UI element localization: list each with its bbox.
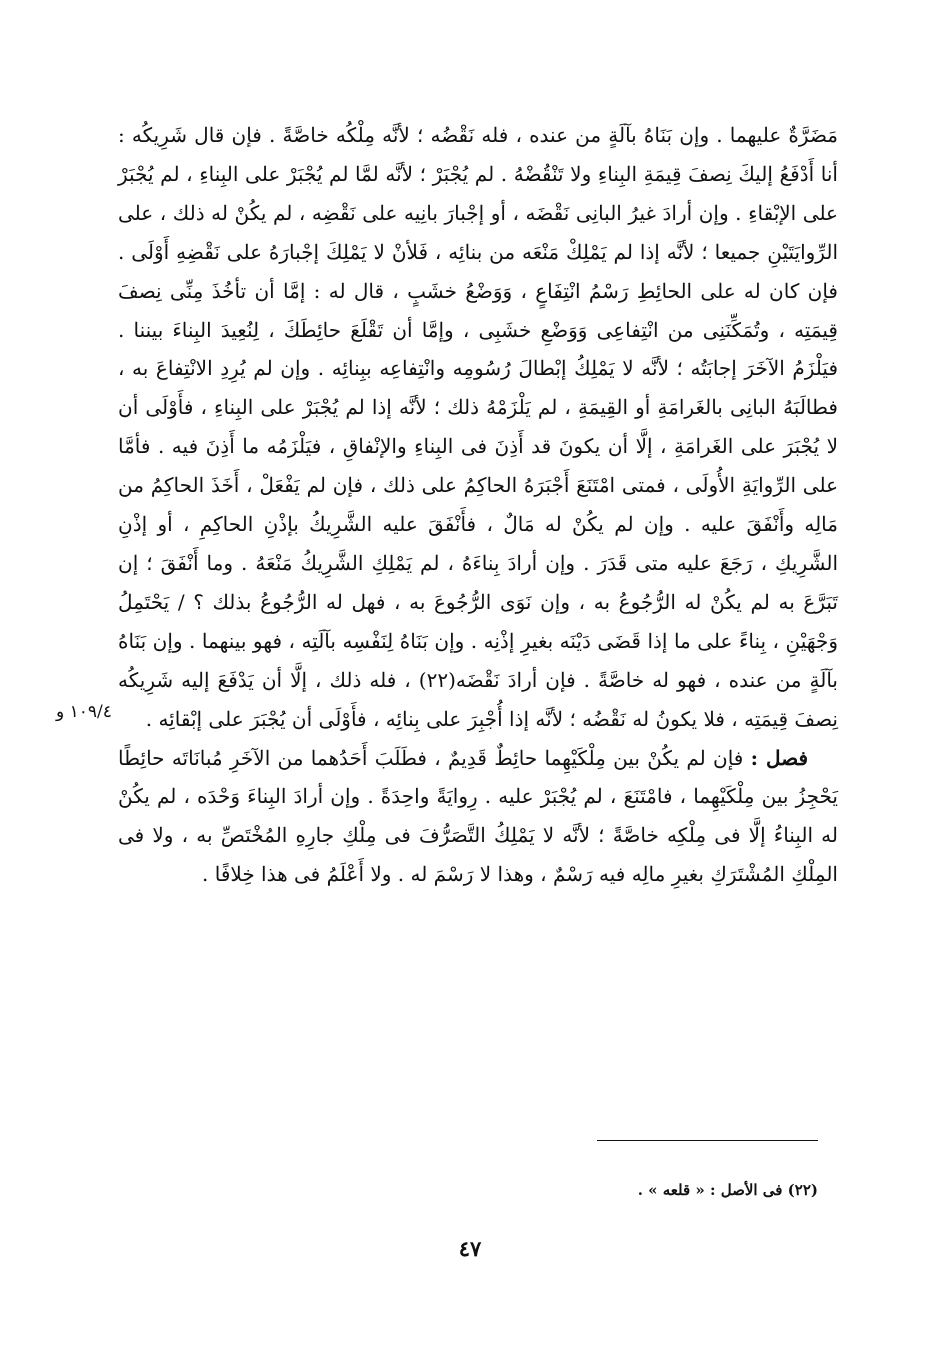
section-label-fasl: فصل : xyxy=(750,745,809,770)
margin-folio-note: ١٠٩/٤ و xyxy=(56,702,112,722)
footnote: (٢٢) فى الأصل : « قلعه » . xyxy=(637,1181,818,1199)
footnote-divider xyxy=(597,1140,818,1141)
page-number: ٤٧ xyxy=(458,1236,482,1261)
paragraph-main: مَضَرَّةٌ عليهما . وإن بَنَاهُ بآلَةٍ من عنده ، فله نَقْضُه ؛ لأنَّه مِلْكُه خاصَّةً . فإن قال شَرِيكُه : أنا أَدْفَعُ إليكَ نِصفَ قِيمَةِ البِناءِ ولا تَنْقُضْهُ . لم يُجْبَرْ ؛ لأنَّه لمَّا لم يُجْبَرْ على البِناءِ ، لم يُجْبَرْ على الإبْقاءِ . وإن أرادَ غيرُ البانِى نَقْضَه ، أو إجْبارَ بانِيه على نَقْضِه ، لم يكُنْ له ذلك ، على الرِّوايَتَيْنِ جميعا ؛ لأنَّه إذا لم يَمْلِكْ مَنْعَه من بنائِه ، فَلأنْ لا يَمْلِكَ إجْبارَهُ على نَقْضِهِ أَوْلَى . فإن كان له على الحائِطِ رَسْمُ انْتِفَاعٍ ، وَوَضْعُ خشَبٍ ، قال له : إمَّا أن تأخُذَ مِنِّى نِصفَ قِيمَتِه ، وتُمَكِّنَنِى من انْتِفاعِى وَوَضْعِ خشَبِى ، وإمَّا أن تَقْلَعَ حائِطَكَ ، لِنُعِيدَ البِناءَ بيننا . فيَلْزَمُ الآخَرَ إجابَتُه ؛ لأنَّه لا يَمْلِكُ إبْطالَ رُسُومِه وانْتِفاعِه ببِنائِه . وإن لم يُرِدِ الانْتِفاعَ به ، فطالَبَهُ البانِى بالغَرامَةِ أو القِيمَةِ ، لم يَلْزَمْهُ ذلك ؛ لأنَّه إذا لم يُجْبَرْ على البِناءِ ، فأَوْلَى أن لا يُجْبَرَ على الغَرامَةِ ، إلَّا أن يكونَ قد أَذِنَ فى البِناءِ والإنْفاقِ ، فيَلْزَمُه ما أَذِنَ فيه . فأمَّا على الرِّوايَةِ الأُولَى ، فمتى امْتَنَعَ أَجْبَرَهُ الحاكِمُ على ذلك ، فإن لم يَفْعَلْ ، أَخَذَ الحاكِمُ من مَالِه وأَنْفَقَ عليه . وإن لم يكُنْ له مَالٌ ، فأَنْفَقَ عليه الشَّرِيكُ بإذْنِ الحاكِمِ ، أو إذْنِ الشَّرِيكِ ، رَجَعَ عليه متى قَدَرَ . وإن أرادَ بِناءَهُ ، لم يَمْلِكِ الشَّرِيكُ مَنْعَهُ . وما أَنْفَقَ ؛ إن تَبَرَّعَ به لم يكُنْ له الرُّجُوعُ به ، وإن نَوَى الرُّجُوعَ به ، فهل له الرُّجُوعُ بذلك ؟ / يَحْتَمِلُ وَجْهَيْنِ ، بِناءً على ما إذا قَضَى دَيْنَه بغيرِ إذْنِه . وإن بَنَاهُ لِنَفْسِه بآلَتِه ، فهو بينهما . وإن بَنَاهُ بآلَةٍ من عنده ، فهو له خاصَّةً . فإن أرادَ نَقْضَه(٢٢) ، فله ذلك ، إلَّا أن يَدْفَعَ إليه شَرِيكُه نِصفَ قِيمَتِه ، فلا يكونُ له نَقْضُه ؛ لأنَّه إذا أُجْبِرَ على بِنائِه ، فأَوْلَى أن يُجْبَرَ على إبْقائِه . xyxy=(118,123,839,731)
paragraph-fasl-text: فإن لم يكُنْ بين مِلْكَيْهِما حائِطٌ قَدِيمٌ ، فطَلَبَ أَحَدُهما من الآخَرِ مُبانَاتَه حائِطًا يَحْجِزُ بين مِلْكَيْهِما ، فامْتَنَعَ ، لم يُجْبَرْ عليه . رِوايَةً واحِدَةً . وإن أرادَ البِناءَ وَحْدَه ، لم يكُنْ له البِناءُ إلَّا فى مِلْكِه خاصَّةً ؛ لأنَّه لا يَمْلِكُ التَّصَرُّفَ فى مِلْكِ جارِهِ المُخْتَصِّ به ، ولا فى المِلْكِ المُشْتَرَكِ بغيرِ مالِه فيه رَسْمٌ ، وهذا لا رَسْمَ له . ولا أَعْلَمُ فى هذا خِلافًا . xyxy=(118,745,838,887)
paragraph-fasl xyxy=(118,739,838,895)
body-text xyxy=(118,116,838,894)
